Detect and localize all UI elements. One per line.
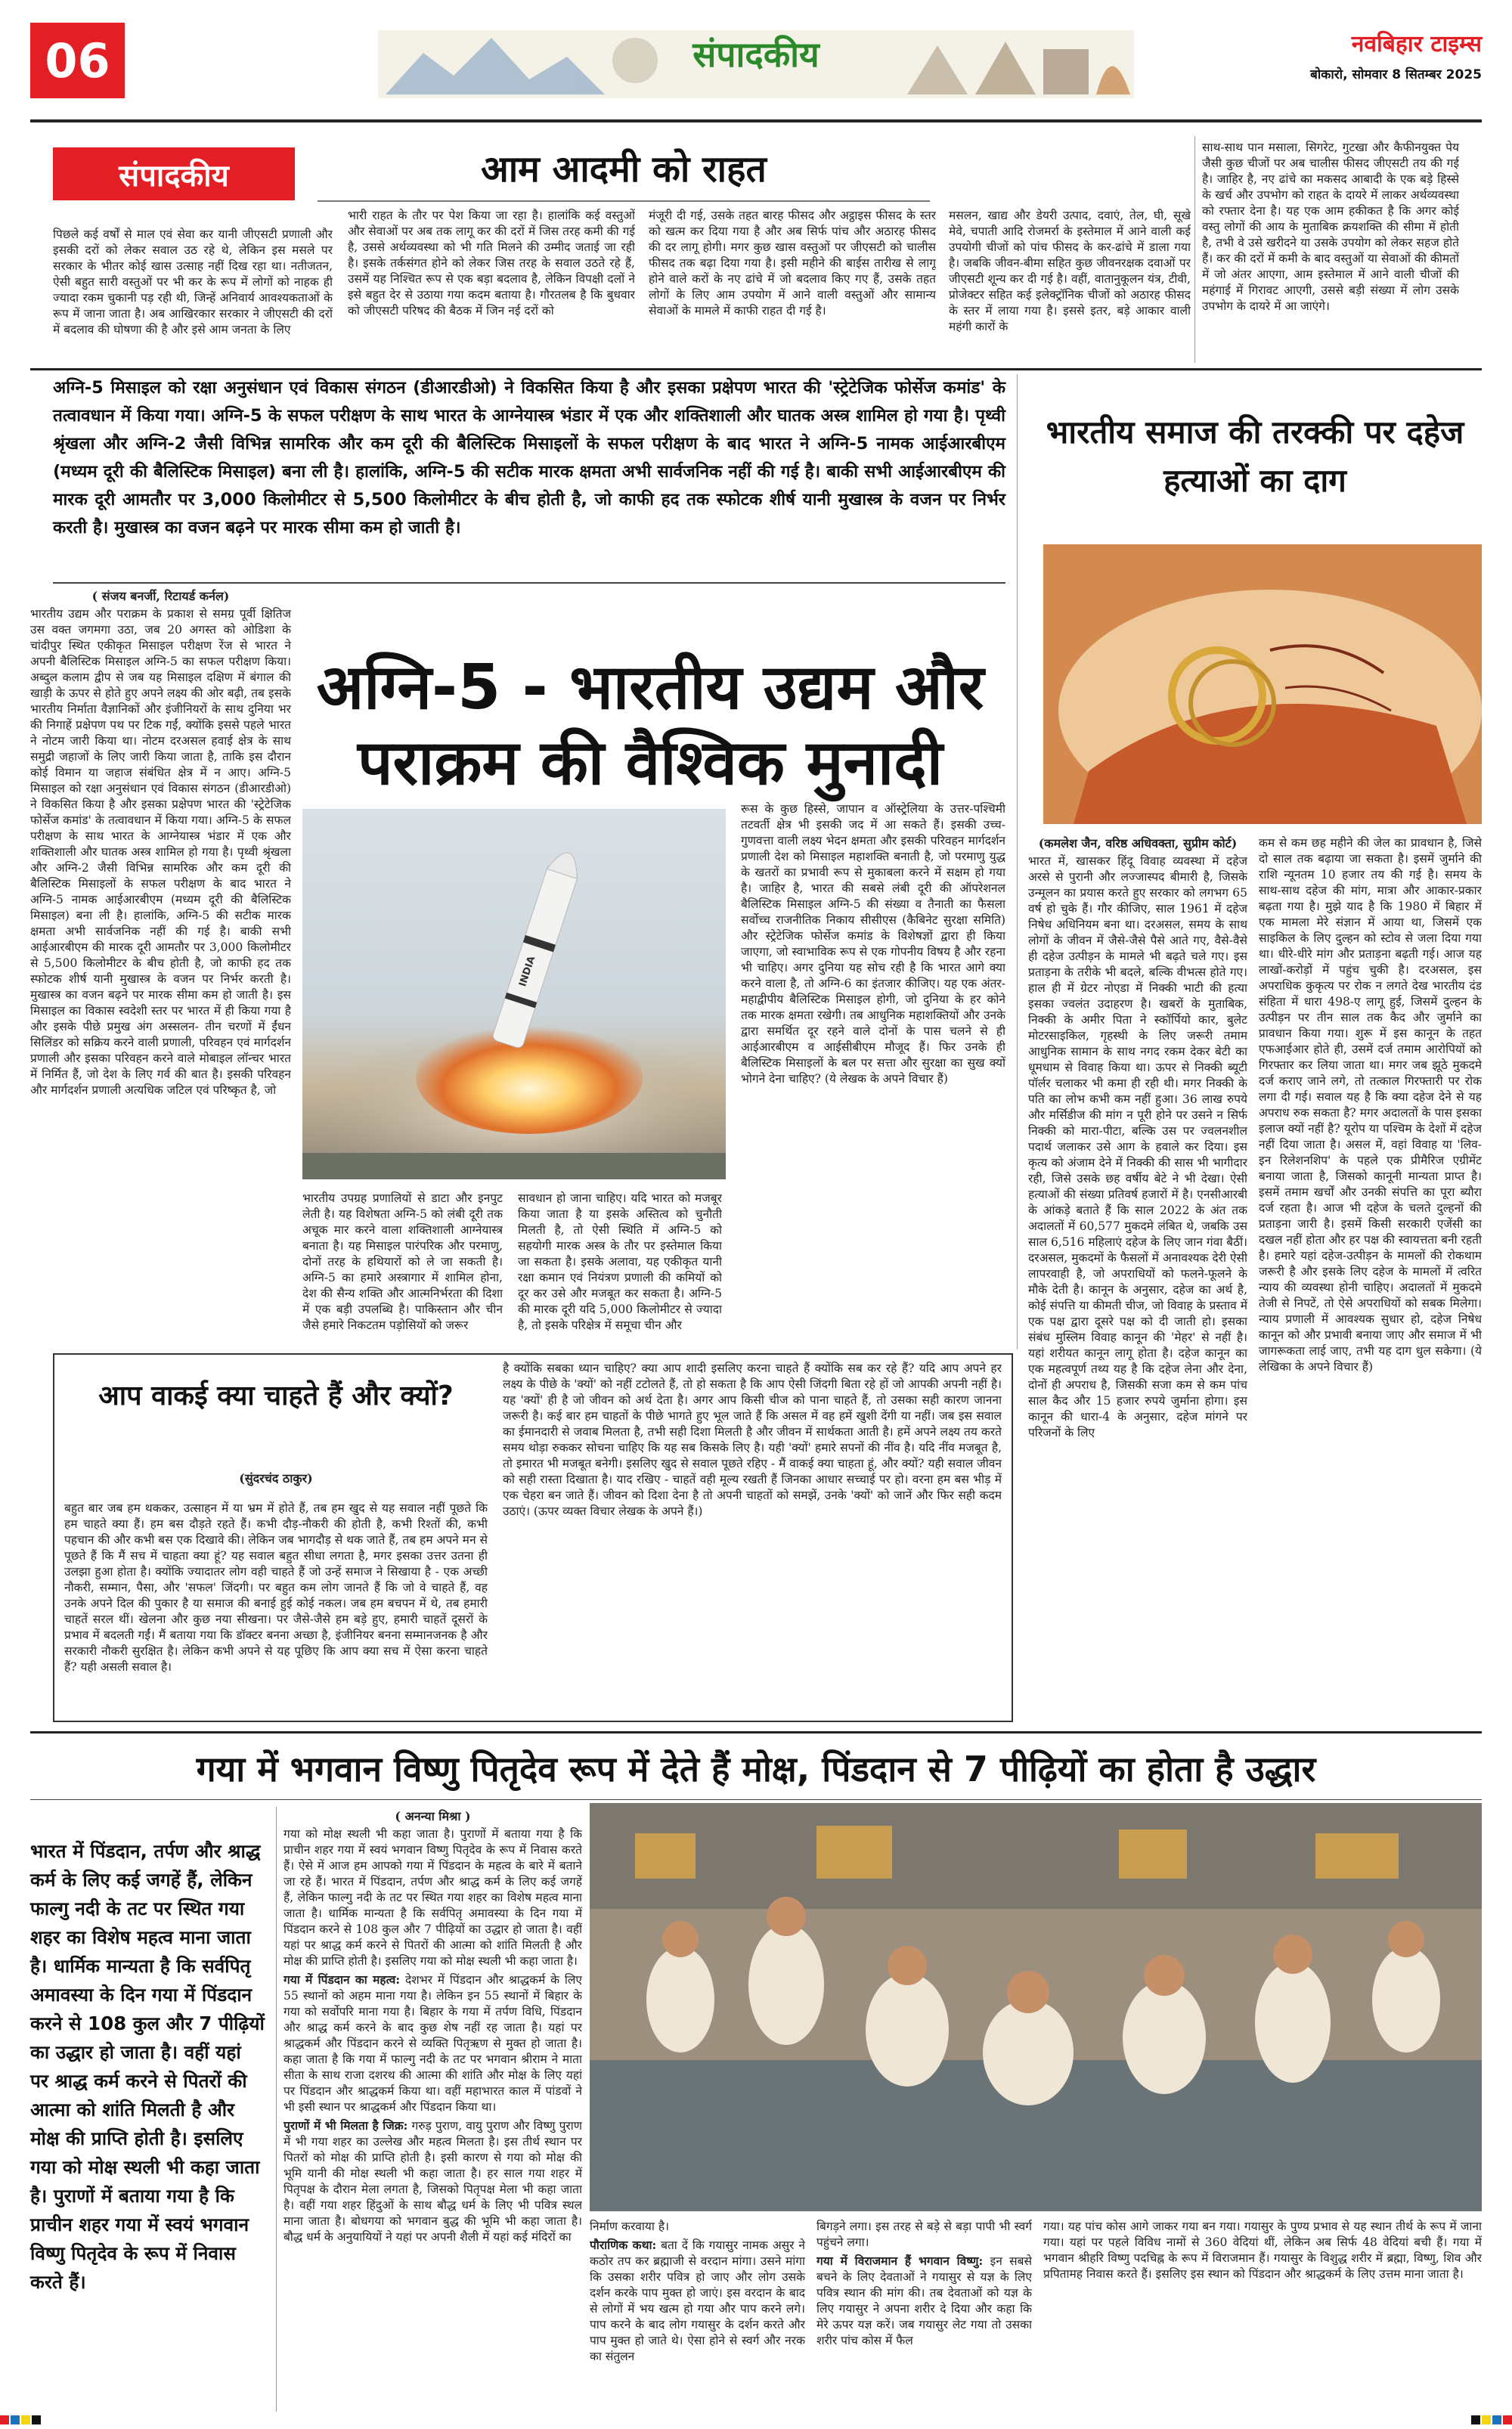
agni-mid-column-b: सावधान हो जाना चाहिए। यदि भारत को मजबूर किया जाता है या इसके अस्तित्व को चुनौती मिलती है, तो ऐसी स्थिति में अग्नि-5 को सहयोगी मारक अस्त्र के तौर पर इस्तेमाल किया जा सकता है। इसके अलावा, यह एकीकृत यानी रक्षा कमान एवं नियंत्रण प्रणाली की कमियों को दूर कर उसे और मजबूत कर सकता है। अग्नि-5 की मारक दूरी यदि 5,000 किलोमीटर से ज्यादा है, तो इसके परिक्षेत्र में समूचा चीन और xyxy=(518,1191,722,1332)
missile-launch-photo xyxy=(302,809,726,1179)
aap-right-column: है क्योंकि सबका ध्यान चाहिए? क्या आप शादी इसलिए करना चाहते हैं क्योंकि सब कर रहे हैं? यदि आप अपने हर लक्ष्य के पीछे के 'क्यों' को नहीं टटोलते हैं, तो हो सकता है कि आप ऐसी जिंदगी बिता रहे हों जो आपकी अपनी नहीं है। यह 'क्यों' ही है जो जीवन को अर्थ देता है। अगर आप किसी चीज को पाना चाहते हैं, तो उसका सही कारण जानना जरूरी है। कई बार हम चाहतों के पीछे भागते हुए भूल जाते हैं कि असल में वह हमें खुशी देंगी या नहीं। जब इस सवाल का ईमानदारी से जवाब मिलता है, तभी सही दिशा मिलती है और जीवन में सार्थकता आती है। हमें अपने लक्ष्य तय करते समय थोड़ा रुककर सोचना चाहिए कि यह सब किसके लिए है। यही 'क्यों' हमारे सपनों की नींव है। यदि नींव मजबूत है, तो इमारत भी मजबूत बनेगी। इसलिए खुद से सवाल पूछते रहिए - मैं वाकई क्या चाहता हूं, और क्यों? यही सवाल जीवन को सही रास्ता दिखाता है। याद रखिए - चाहतें वही मूल्य रखती हैं जिनका आधार सच्चाई पर हो। वरना हम बस भीड़ में एक चेहरा बन जाते हैं। जीवन को दिशा देना है तो अपनी चाहतों को समझें, उनके 'क्यों' को जानें और फिर सही कदम उठाएं। (ऊपर व्यक्त विचार लेखक के अपने हैं।) xyxy=(503,1362,1002,1518)
aap-vakai-headline: आप वाकई क्या चाहते हैं और क्यों? xyxy=(98,1380,454,1411)
editorial-title-divider xyxy=(318,200,930,202)
editorial-column-3: मंजूरी दी गई, उसके तहत बारह फीसद और अट्ठाइस फीसद के स्तर को खत्म कर दिया गया है और अब सिर्फ पांच और अठारह फीसद की दर लागू होगी। मगर कुछ खास वस्तुओं पर जीएसटी को चालीस फीसद तक बढ़ा दिया गया है। इसी महीने की बाईस तारीख से लागू होने वाले करों के नए ढांचे में जो बदलाव किए गए हैं, उसके तहत लोगों के लिए आम उपयोग में आने वाली वस्तुओं और सामान्य सेवाओं के मामले में काफी राहत दी गई है। xyxy=(649,209,936,318)
gaya-b1-head: पौराणिक कथा: xyxy=(590,2238,657,2252)
masthead xyxy=(0,0,1512,129)
agni-headline: अग्नि-5 - भारतीय उद्यम और पराक्रम की वैश्विक मुनादी xyxy=(316,652,984,799)
gaya-bottom-column-1 xyxy=(590,2219,805,2412)
aap-byline-wrap xyxy=(83,1470,469,1493)
gaya-intro-text: गया को मोक्ष स्थली भी कहा जाता है। पुराणों में बताया गया है कि प्राचीन शहर गया में स्वयं भगवान विष्णु पितृदेव के रूप में निवास करते हैं। ऐसे में आज हम आपको गया में पिंडदान के महत्व के बारे में बताने जा रहे हैं। भारत में पिंडदान, तर्पण और श्राद्ध कर्म के लिए कई जगहें हैं, लेकिन फाल्गु नदी के तट पर स्थित गया शहर का विशेष महत्व माना जाता है। धार्मिक मान्यता है कि सर्वपितृ अमावस्या के दिन गया में पिंडदान करने से 108 कुल और 7 पीढ़ियों का उद्धार हो जाता है। वहीं यहां पर श्राद्ध कर्म करने से पितरों की आत्मा को शांति मिलती है और मोक्ष की प्राप्ति होती है। इसलिए गया को मोक्ष स्थली भी कहा जाता है। xyxy=(284,1827,582,1968)
dowry-headline: भारतीय समाज की तरक्की पर दहेज हत्याओं का दाग xyxy=(1046,414,1464,499)
editorial-column-1: पिछले कई वर्षों से माल एवं सेवा कर यानी जीएसटी प्रणाली और इसकी दरों को लेकर सवाल उठ रहे थे, लेकिन इस मसले पर सरकार के भीतर कोई खास उत्साह नहीं दिख रहा था। नतीजतन, ऐसी बहुत सारी वस्तुओं पर भी कर के रूप में लोगों को नाहक ही ज्यादा रकम चुकानी पड़ रही थी, जिन्हें अनिवार्य आवश्यकताओं के रूप में जाना जाता है। अब आखिरकार सरकार ने जीएसटी की दरों में बदलाव की घोषणा की है और इसे आम जनता के लिए xyxy=(53,228,333,336)
editorial-divider xyxy=(30,368,1482,370)
gaya-article-column xyxy=(284,1808,582,2413)
gaya-b2-body: इन सबसे बचने के लिए देवताओं ने गयासुर से यज्ञ के लिए पवित्र स्थान की मांग की। तब देवताओं को यज्ञ के लिए गयासुर ने अपना शरीर दे दिया और कहा कि मेरे ऊपर यज्ञ करें। जब गयासुर लेट गया तो उसका शरीर पांच कोस में फैल xyxy=(816,2254,1032,2347)
gaya-b1-text: निर्माण करवाया है। xyxy=(590,2220,669,2233)
gaya-headline: गया में भगवान विष्णु पितृदेव रूप में देते हैं मोक्ष, पिंडदान से 7 पीढ़ियों का होता है उद्धार xyxy=(196,1749,1316,1789)
dowry-text-a: भारत में, खासकर हिंदू विवाह व्यवस्था में दहेज अरसे से पुरानी और लज्जास्पद बीमारी है, जिसके उन्मूलन का प्रयास करते हुए सरकार को लगभग 65 वर्ष हो चुके हैं। गौर कीजिए, साल 1961 में दहेज निषेध अधिनियम बना था। दरअसल, समय के साथ लोगों के जीवन में जैसे-जैसे पैसे आते गए, वैसे-वैसे ही दहेज उत्पीड़न के मामले भी बढ़ते चले गए। इस प्रताड़ना के तरीके भी बदले, बल्कि वीभत्स होते गए। हाल ही में ग्रेटर नोएडा में निक्की भाटी की हत्या इसका ज्वलंत उदाहरण है। खबरों के मुताबिक, निक्की के अमीर पिता ने स्कॉर्पियो कार, बुलेट मोटरसाइकिल, गृहस्थी के लिए जरूरी तमाम आधुनिक सामान के साथ नगद रकम देकर बेटी का धूमधाम से विवाह किया था। ऊपर से निक्की ब्यूटी पॉर्लर चलाकर भी कमा ही रही थी। मगर निक्की के पति का लोभ कभी कम नहीं हुआ। 36 लाख रुपये और मर्सिडीज की मांग न पूरी होने पर उसने न सिर्फ निक्की को मारा-पीटा, बल्कि उस पर ज्वलनशील पदार्थ जलाकर उसे आग के हवाले कर दिया। इस कृत्य को अंजाम देने में निक्की की सास भी भागीदार रही, जिसे उसके छह वर्षीय बेटे ने भी देखा। ऐसी हत्याओं की संख्या प्रतिवर्ष हजारों में है। एनसीआरबी के आंकड़े बताते हैं कि साल 2022 के अंत तक अदालतों में 60,577 मुकदमे लंबित थे, जबकि उस साल 6,516 महिलाएं दहेज के लिए जान गंवा बैठीं। दरअसल, मुकदमों के फैसलों में अनावश्यक देरी ऐसी लापरवाही है, जो अपराधियों को फलने-फूलने के मौके देती है। कानून के अनुसार, दहेज का अर्थ है, कोई संपत्ति या कीमती चीज, जो विवाह के प्रस्ताव में एक पक्ष द्वारा दूसरे पक्ष को दी जाती हो। इसका संबंध मुस्लिम विवाह कानून की 'मेहर' से नहीं है। यहां शरीयत कानून लागू होता है। दहेज कानून का एक महत्वपूर्ण तथ्य यह है कि दहेज लेना और देना, दोनों ही अपराध है, जिसकी सजा कम से कम पांच साल कैद और 15 हजार रुपये जुर्माना होगा। इस कानून की धारा-4 के अनुसार, दहेज मांगने पर परिजनों के लिए xyxy=(1028,854,1247,1439)
agni-intro-divider xyxy=(53,582,1005,584)
editorial-column-4: मसलन, खाद्य और डेयरी उत्पाद, दवाएं, तेल, घी, सूखे मेवे, चपाती आदि रोजमर्रा के इस्तेमाल में आने वाली कई उपयोगी चीजों को पांच फीसद के कर-ढांचे में डाला गया है। जबकि जीवन-बीमा सहित कुछ जीवनरक्षक दवाओं पर जीएसटी शून्य कर दी गई है। वहीं, वातानुकूलन यंत्र, टीवी, प्रोजेक्टर सहित कई इलेक्ट्रॉनिक चीजों को अठारह फीसद के स्तर में लाया गया है। इससे इतर, बड़े आकार वाली महंगी कारों के xyxy=(949,209,1191,333)
gaya-b2-head: गया में विराजमान हैं भगवान विष्णु: xyxy=(816,2254,984,2268)
gaya-section2-text: गरुड़ पुराण, वायु पुराण और विष्णु पुराण में भी गया शहर का उल्लेख और महत्व मिलता है। इस तीर्थ स्थान पर पितरों को मोक्ष की प्राप्ति होती है। इसी कारण से गया को मोक्ष की भूमि यानी की मोक्ष स्थली भी कहा जाता है। हर साल गया शहर में पितृपक्ष के दौरान मेला लगता है, जिसको पितृपक्ष मेला भी कहा जाता है। वहीं गया शहर हिंदुओं के साथ बौद्ध धर्म के लिए भी पवित्र स्थल माना जाता है। बोधगया को भगवान बुद्ध की भूमि भी कहा जाता है। बौद्ध धर्म के अनुयायियों ने यहां पर अपनी शैली में यहां कई मंदिरों का xyxy=(284,2119,582,2244)
gaya-byline: ( अनन्या मिश्रा ) xyxy=(395,1809,471,1823)
gaya-section2-head: पुराणों में भी मिलता है जिक्र: xyxy=(284,2118,408,2133)
missile-marking: INDIA xyxy=(517,955,538,989)
gaya-top-divider xyxy=(30,1731,1482,1733)
column-divider xyxy=(1194,136,1195,363)
pind-daan-ritual-photo xyxy=(590,1803,1482,2211)
agni-left-text: भारतीय उद्यम और पराक्रम के प्रकाश से समग्र पूर्वी क्षितिज उस वक्त जगमगा उठा, जब 20 अगस्त को ओडिशा के चांदीपुर स्थित एकीकृत मिसाइल परीक्षण रेंज से भारत ने अपनी बैलिस्टिक मिसाइल अग्नि-5 का सफल परीक्षण किया। अब्दुल कलाम द्वीप से जब यह मिसाइल दक्षिण में बंगाल की खाड़ी के ऊपर से होते हुए अपने लक्ष्य की ओर बढ़ी, तब इसके भारतीय निर्माता वैज्ञानिकों और इंजीनियरों के साथ दुनिया भर की निगाहें प्रक्षेपण पथ पर टिक गईं, क्योंकि इससे पहले भारत ने नोटम जारी किया था। नोटम दरअसल हवाई क्षेत्र के साथ समुद्री जहाजों के लिए जारी किया जाता है, ताकि इस दौरान कोई विमान या जहाज संबंधित क्षेत्र में न आए। अग्नि-5 मिसाइल को रक्षा अनुसंधान एवं विकास संगठन (डीआरडीओ) ने विकसित किया है और इसका प्रक्षेपण भारत की 'स्ट्रेटेजिक फोर्सेज कमांड' के तत्वावधान में किया गया। अग्नि-5 के सफल परीक्षण के साथ भारत के आग्नेयास्त्र भंडार में एक और शक्तिशाली और घातक अस्त्र शामिल हो गया है। पृथ्वी श्रृंखला और अग्नि-2 जैसी विभिन्न सामरिक और कम दूरी की बैलिस्टिक मिसाइलों के सफल परीक्षण के बाद भारत ने अग्नि-5 नामक आईआरबीएम (मध्यम दूरी की बैलिस्टिक मिसाइल) बना ली है। हालांकि, अग्नि-5 की सटीक मारक क्षमता अभी सार्वजनिक नहीं की गई है। बाकी सभी आईआरबीएम की मारक दूरी आमतौर पर 3,000 किलोमीटर से 5,500 किलोमीटर के बीच होती है, जो काफी हद तक स्फोटक शीर्ष यानी मुखास्त्र के वजन पर निर्भर करती है। मुखास्त्र का वजन बढ़ने पर मारक सीमा कम हो जाती है। इस मिसाइल का विकास स्वदेशी स्तर पर भारत में ही किया गया है और इसके पीछे प्रमुख अंग अस्सलन- तीन चरणों में ईंधन सिलिंडर को सक्रिय करने वाली प्रणाली, परिवहन एवं मार्गदर्शन प्रणाली और इसका परिवहन करने वाले मोबाइल लॉन्चर भारत में निर्मित हैं, जो देश के लिए गर्व की बात है। इसकी परिवहन और मार्गदर्शन प्रणाली अत्यधिक जटिल एवं परिष्कृत है, जो xyxy=(30,607,291,1097)
page-number: 06 xyxy=(30,23,125,98)
gaya-b1-body: बता दें कि गयासुर नामक असुर ने कठोर तप कर ब्रह्माजी से वरदान मांगा। उसने मांगा कि उसका शरीर पवित्र हो जाए और लोग उसके दर्शन करके पाप मुक्त हो जाएं। इस वरदान के बाद से लोगों में भय खत्म हो गया और पाप करने लगे। पाप करने के बाद लोग गयासुर के दर्शन करते और पाप मुक्त हो जाते थे। ऐसा होने से स्वर्ग और नरक का संतुलन xyxy=(590,2238,805,2363)
newspaper-name: नवबिहार टाइम्स xyxy=(1351,31,1482,57)
agni-left-column xyxy=(30,588,291,1344)
editorial-label: संपादकीय xyxy=(53,147,295,200)
gaya-pull-quote: भारत में पिंडदान, तर्पण और श्राद्ध कर्म के लिए कई जगहें हैं, लेकिन फाल्गु नदी के तट पर स्थित गया शहर का विशेष महत्व माना जाता है। धार्मिक मान्यता है कि सर्वपितृ अमावस्या के दिन गया में पिंडदान करने से 108 कुल और 7 पीढ़ियों का उद्धार हो जाता है। वहीं यहां पर श्राद्ध कर्म करने से पितरों की आत्मा को शांति मिलती है और मोक्ष की प्राप्ति होती है। इसलिए गया को मोक्ष स्थली भी कहा जाता है। पुराणों में बताया गया है कि प्राचीन शहर गया में स्वयं भगवान विष्णु पितृदेव के रूप में निवास करते हैं। xyxy=(30,1840,265,2293)
aap-left-column: बहुत बार जब हम थककर, उत्साहन में या भ्रम में होते हैं, तब हम खुद से यह सवाल नहीं पूछते कि हम चाहते क्या हैं। हम बस दौड़ते रहते हैं। कभी दौड़-नौकरी की होती है, कभी रिश्तों की, कभी पहचान की और कभी बस एक दिखावे की। लेकिन जब भागदौड़ से थक जाते हैं, तब हम अपने मन से पूछते हैं कि मैं सच में चाहता क्या हूं? यह सवाल बहुत सीधा लगता है, मगर इसका उत्तर उतना ही उलझा हुआ होता है। क्योंकि ज्यादातर लोग वही चाहते हैं जो उन्हें समाज ने सिखाया है - एक अच्छी नौकरी, सम्मान, पैसा, और 'सफल' जिंदगी। पर बहुत कम लोग जानते हैं कि जो वे चाहते हैं, वह उनके अपने दिल की पुकार है या समाज की बनाई हुई कोई नकल। जब हम बचपन में थे, तब हमारी चाहतें सरल थीं। खेलना और कुछ नया सीखना। पर जैसे-जैसे हम बड़े हुए, हमारी चाहतें दूसरों के प्रभाव में बदलती गईं। मैं बताया गया कि डॉक्टर बनना अच्छा है, इंजीनियर बनना सम्मानजनक है और सरकारी नौकरी सुरक्षित है। लेकिन कभी अपने से यह पूछिए कि आप क्या सच में ऐसा करना चाहते हैं? यही असली सवाल है। xyxy=(64,1501,488,1674)
column-divider xyxy=(276,1807,277,2412)
agni-right-column: रूस के कुछ हिस्से, जापान व ऑस्ट्रेलिया के उत्तर-पश्चिमी तटवर्ती क्षेत्र भी इसकी जद में आ सकते हैं। इसकी उच्च-गुणवत्ता वाली लक्ष्य भेदन क्षमता और इसकी परिवहन मार्गदर्शन प्रणाली देश को मिसाइल महाशक्ति बनाती है, जो परमाणु युद्ध के खतरों का प्रभावी रूप से मुकाबला करने में सक्षम हो गया है। जाहिर है, भारत की सबसे लंबी दूरी की ऑपरेशनल बैलिस्टिक मिसाइल अग्नि-5 की संख्या व तैनाती का फैसला सर्वोच्च राजनीतिक निकाय सीसीएस (कैबिनेट सुरक्षा समिति) और स्ट्रेटेजिक फोर्सेज कमांड के विशेषज्ञों द्वारा ही किया जाएगा, जो स्वाभाविक रूप से एक गोपनीय विषय है और रहना भी चाहिए। अगर दुनिया यह सोच रही है कि भारत आगे क्या करने वाला है, तो अग्नि-6 का इंतजार कीजिए। यह एक अंतर-महाद्वीपीय बैलिस्टिक मिसाइल होगी, जो दुनिया के हर कोने तक मारक क्षमता रखेगी। तब आधुनिक महाशक्तियों और उनके द्वारा समर्थित दूर रहने वाले दोनों के पास चलने से ही आईआरबीएम व आईसीबीएम मौजूद हैं। फिर उनके ही बैलिस्टिक मिसाइलों के बल पर सत्ता और सुरक्षा का सुख क्यों भोगने देना चाहिए? (ये लेखक के अपने विचार हैं) xyxy=(741,802,1005,1086)
gaya-section1-head: गया में पिंडदान का महत्व: xyxy=(284,1972,401,1987)
masthead-divider xyxy=(30,119,1482,122)
gaya-bottom-column-2 xyxy=(816,2219,1032,2412)
dowry-column-a xyxy=(1028,835,1247,1724)
column-divider xyxy=(1017,374,1018,1349)
dowry-column-b: कम से कम छह महीने की जेल का प्रावधान है, जिसे दो साल तक बढ़ाया जा सकता है। इसमें जुर्माने की राशि न्यूनतम 10 हजार तय की गई है। समय के साथ-साथ दहेज की मांग, मात्रा और आकार-प्रकार बढ़ता गया है। मुझे याद है कि 1980 में बिहार में एक मामला मेरे संज्ञान में आया था, जिसमें एक साइकिल के लिए दुल्हन को स्टोव से जला दिया गया था। धीरे-धीरे मांग और प्रताड़ना बढ़ती गई। आज यह लाखों-करोड़ों में पहुंच चुकी है। दरअसल, इस अपराधिक कुकृत्य पर रोक न लगते देख भारतीय दंड संहिता में धारा 498-ए लागू हुई, जिसमें दुल्हन के उत्पीड़न पर तीन साल तक कैद और जुर्माने का प्रावधान किया गया। शुरू में इस कानून के तहत एफआईआर होते ही, उसमें दर्ज तमाम आरोपियों को गिरफ्तार कर लिया जाता था। मगर जब झूठे मुकदमे दर्ज कराए जाने लगे, तो तत्काल गिरफ्तारी पर रोक लगा दी गई। सवाल यह है कि क्या दहेज देने से यह अपराध रुक सकता है? मगर अदालतों के पास इसका इलाज क्यों नहीं है? यूरोप या पश्चिम के देशों में दहेज नहीं दिया जाता है। असल में, वहां विवाह या 'लिव-इन रिलेशनशिप' के पहले एक प्रीमैरिज एग्रीमेंट बनाया जाता है, जिसको कानूनी मान्यता प्राप्त है। इसमें तमाम खर्चों और उनकी संपत्ति का पूरा ब्यौरा दर्ज रहता है। आज भी दहेज के चलते दुल्हनों की प्रताड़ना जारी है। इसमें किसी सरकारी एजेंसी का दखल नहीं होता और हर पक्ष की स्वायत्तता बनी रहती है। हमारे यहां दहेज-उत्पीड़न के मामलों की रोकथाम जरूरी है और इसके लिए दहेज के मामलों में त्वरित न्याय की व्यवस्था होनी चाहिए। अदालतों में मुकदमे तेजी से निपटें, तो ऐसे अपराधियों को सबक मिलेगा। न्याय प्रणाली में आवश्यक सुधार हो, दहेज निषेध कानून को और प्रभावी बनाया जाए और समाज में भी जागरूकता लाई जाए, तभी यह दाग धुल सकेगा। (ये लेखिका के अपने विचार हैं) xyxy=(1259,836,1482,1374)
agni-intro-summary: अग्नि-5 मिसाइल को रक्षा अनुसंधान एवं विकास संगठन (डीआरडीओ) ने विकसित किया है और इसका प्रक्षेपण भारत की 'स्ट्रेटेजिक फोर्सेज कमांड' के तत्वावधान में किया गया। अग्नि-5 के सफल परीक्षण के साथ भारत के आग्नेयास्त्र भंडार में एक और शक्तिशाली और घातक अस्त्र शामिल हो गया है। पृथ्वी श्रृंखला और अग्नि-2 जैसी विभिन्न सामरिक और कम दूरी की बैलिस्टिक मिसाइलों के सफल परीक्षण के बाद भारत ने अग्नि-5 नामक आईआरबीएम (मध्यम दूरी की बैलिस्टिक मिसाइल) बना ली है। हालांकि, अग्नि-5 की सटीक मारक क्षमता अभी सार्वजनिक नहीं की गई है। बाकी सभी आईआरबीएम की मारक दूरी आमतौर पर 3,000 किलोमीटर से 5,500 किलोमीटर के बीच होती है, जो काफी हद तक स्फोटक शीर्ष यानी मुखास्त्र के वजन पर निर्भर करती है। मुखास्त्र का वजन बढ़ने पर मारक सीमा कम हो जाती है। xyxy=(53,378,1005,538)
gaya-title-divider xyxy=(30,1799,1482,1800)
gaya-section1-text: देशभर में पिंडदान और श्राद्धकर्म के लिए 55 स्थानों को अहम माना गया है। लेकिन इन 55 स्थानों में बिहार के गया को सर्वोपरि माना गया है। बिहार के गया में तर्पण विधि, पिंडदान और श्राद्ध कर्म करने के बाद कुछ शेष नहीं रह जाता है। यहां पर श्राद्धकर्म और पिंडदान करने से व्यक्ति पितृऋण से मुक्त हो जाता है। कहा जाता है कि गया में फाल्गु नदी के तट पर भगवान श्रीराम ने माता सीता के साथ राजा दशरथ की आत्मा की शांति और मोक्ष के लिए यहां पर पिंडदान और श्राद्धकर्म किया था। वहीं महाभारत काल में पांडवों ने भी इसी स्थान पर श्राद्धकर्म और पिंडदान किया था। xyxy=(284,1973,582,2114)
editorial-column-2: भारी राहत के तौर पर पेश किया जा रहा है। हालांकि कई वस्तुओं और सेवाओं पर अब तक लागू कर की दरों में जिस तरह कमी की गई है, उससे अर्थव्यवस्था को भी गति मिलने की उम्मीद जताई जा रही है। इसके तर्कसंगत होने को लेकर जिस तरह के सवाल उठते रहे हैं, उसमें यह निश्चित रूप से एक बड़ा बदलाव है, लेकिन विपक्षी दलों ने इसे बहुत देर से उठाया गया कदम बताया है। गौरतलब है कि बुधवार को जीएसटी परिषद की बैठक में जिन नई दरों को xyxy=(348,209,635,318)
editorial-title: आम आदमी को राहत xyxy=(481,148,767,191)
section-title: संपादकीय xyxy=(692,34,820,75)
gaya-bottom-column-3: गया। यह पांच कोस आगे जाकर गया बन गया। गयासुर के पुण्य प्रभाव से यह स्थान तीर्थ के रूप में जाना गया। यहां पर पहले विविध नामों से 360 वेदियां थीं, लेकिन अब सिर्फ 48 वेदियां बची हैं। गया में भगवान श्रीहरि विष्णु पदचिह्न के रूप में विराजमान हैं। गयासुर के विशुद्ध शरीर में ब्रह्मा, विष्णु, शिव और प्रपितामह निवास करते हैं। इसलिए इस स्थान को पिंडदान और श्राद्धकर्म के लिए उत्तम माना जाता है। xyxy=(1043,2220,1482,2281)
editorial-column-5: साथ-साथ पान मसाला, सिगरेट, गुटखा और कैफीनयुक्त पेय जैसी कुछ चीजों पर अब चालीस फीसद जीएसटी तय की गई है। जाहिर है, नए ढांचे का मकसद आबादी के एक बड़े हिस्से के खर्च और उपभोग को राहत के दायरे में लाकर अर्थव्यवस्था को रफ्तार देना है। यह एक आम हकीकत है कि अगर कोई वस्तु लोगों की आय के मुताबिक क्रयशक्ति की सीमा में होती है, तभी वे उसे खरीदने या उसके उपयोग को लेकर सहज होते हैं। कर की दरों में कमी के बाद वस्तुओं या सेवाओं की कीमतों में जो अंतर आएगा, आम इस्तेमाल में आने वाली चीजों की महंगाई में गिरावट आएगी, उससे बड़ी संख्या में लोग उसके उपभोग के दायरे में आ जाएंगे। xyxy=(1202,141,1459,313)
aap-byline: (सुंदरचंद ठाकुर) xyxy=(239,1471,313,1486)
agni-byline: ( संजय बनर्जी, रिटायर्ड कर्नल) xyxy=(91,589,230,603)
gaya-b2-text: बिगड़ने लगा। इस तरह से बड़े से बड़ा पापी भी स्वर्ग पहुंचने लगा। xyxy=(816,2220,1032,2249)
bride-hands-photo xyxy=(1043,544,1482,824)
date-line: बोकारो, सोमवार 8 सितम्बर 2025 xyxy=(1310,67,1482,82)
dowry-byline: (कमलेश जैन, वरिष्ठ अधिवक्ता, सुप्रीम कोर्ट) xyxy=(1038,836,1238,850)
agni-mid-column-a: भारतीय उपग्रह प्रणालियों से डाटा और इनपुट लेती है। यह विशेषता अग्नि-5 को लंबी दूरी तक अचूक मार करने वाला शक्तिशाली आग्नेयास्त्र बनाता है। यह मिसाइल पारंपरिक और परमाणु, दोनों तरह के हथियारों को ले जा सकती है। अग्नि-5 का हमारे अस्त्रागार में शामिल होना, देश की सैन्य शक्ति और आत्मनिर्भरता की दिशा में एक बड़ी उपलब्धि है। पाकिस्तान और चीन जैसे हमारे निकटतम पड़ोसियों को जरूर xyxy=(302,1191,503,1332)
